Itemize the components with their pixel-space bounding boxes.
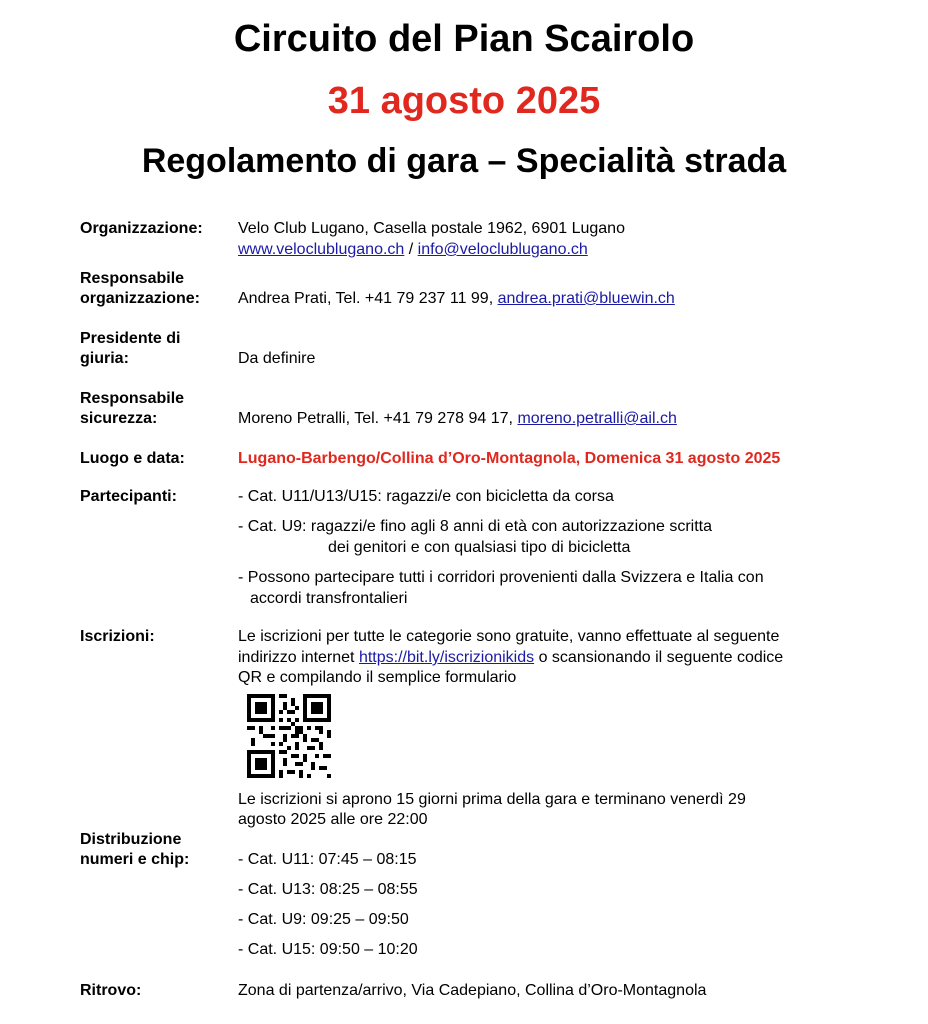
label-distribuzione xyxy=(80,830,189,870)
info-email-link[interactable]: info@veloclublugano.ch xyxy=(417,241,588,258)
iscrizioni-note: agosto 2025 alle ore 22:00 xyxy=(238,811,428,828)
page-subtitle: Regolamento di gara – Specialità strada xyxy=(141,142,787,180)
label-line: Responsabile xyxy=(80,390,185,407)
value-responsabile-sicurezza xyxy=(238,409,677,429)
iscrizioni-text: indirizzo internet xyxy=(238,649,359,666)
moreno-email-link[interactable]: moreno.petralli@ail.ch xyxy=(517,410,677,427)
schedule-item: - Cat. U11: 07:45 – 08:15 xyxy=(238,851,417,868)
label-responsabile-sicurezza xyxy=(80,389,184,429)
value-responsabile-organizzazione xyxy=(238,289,675,309)
partecipanti-item-cont: dei genitori e con qualsiasi tipo di bicicletta xyxy=(328,539,631,556)
label-line: sicurezza: xyxy=(80,410,158,427)
contact-text: Andrea Prati, Tel. +41 79 237 11 99, xyxy=(238,290,498,307)
iscrizioni-text: o scansionando il seguente codice xyxy=(534,649,784,666)
schedule-item: - Cat. U9: 09:25 – 09:50 xyxy=(238,911,409,928)
iscrizioni-text-line2 xyxy=(238,648,783,668)
label-presidente-giuria xyxy=(80,329,180,369)
qr-code[interactable] xyxy=(247,694,331,778)
partecipanti-item: - Cat. U11/U13/U15: ragazzi/e con bicicletta da corsa xyxy=(238,488,614,505)
iscrizioni-text: QR e compilando il semplice formulario xyxy=(238,669,517,686)
website-link[interactable]: www.veloclublugano.ch xyxy=(238,241,405,258)
contact-text: Moreno Petralli, Tel. +41 79 278 94 17, xyxy=(238,410,518,427)
value-organizzazione: Velo Club Lugano, Casella postale 1962, 6901 Lugano xyxy=(238,220,625,237)
page-title: Circuito del Pian Scairolo xyxy=(233,18,695,60)
label-organizzazione: Organizzazione: xyxy=(80,220,203,237)
label-line: giuria: xyxy=(80,350,129,367)
value-ritrovo: Zona di partenza/arrivo, Via Cadepiano, Collina d’Oro-Montagnola xyxy=(238,982,707,999)
registration-link[interactable]: https://bit.ly/iscrizionikids xyxy=(358,649,535,666)
label-line: Presidente di xyxy=(80,330,181,347)
andrea-email-link[interactable]: andrea.prati@bluewin.ch xyxy=(497,290,675,307)
link-separator: / xyxy=(404,241,418,258)
value-luogo-data: Lugano-Barbengo/Collina d’Oro-Montagnola, Domenica 31 agosto 2025 xyxy=(238,450,781,467)
iscrizioni-note: Le iscrizioni si aprono 15 giorni prima della gara e terminano venerdì 29 xyxy=(238,791,746,808)
label-partecipanti: Partecipanti: xyxy=(80,488,177,505)
event-date: 31 agosto 2025 xyxy=(327,80,601,122)
schedule-item: - Cat. U15: 09:50 – 10:20 xyxy=(238,941,418,958)
label-line: numeri e chip: xyxy=(80,851,190,868)
schedule-item: - Cat. U13: 08:25 – 08:55 xyxy=(238,881,418,898)
partecipanti-item-cont: accordi transfrontalieri xyxy=(250,590,408,607)
partecipanti-item: - Possono partecipare tutti i corridori provenienti dalla Svizzera e Italia con xyxy=(238,569,764,586)
label-iscrizioni: Iscrizioni: xyxy=(80,628,155,645)
partecipanti-item: - Cat. U9: ragazzi/e fino agli 8 anni di età con autorizzazione scritta xyxy=(238,518,713,535)
value-presidente-giuria: Da definire xyxy=(238,350,316,367)
label-responsabile-organizzazione xyxy=(80,269,200,309)
label-ritrovo: Ritrovo: xyxy=(80,982,142,999)
label-line: Responsabile xyxy=(80,270,185,287)
label-line: Distribuzione xyxy=(80,831,182,848)
label-line: organizzazione: xyxy=(80,290,201,307)
organizzazione-links xyxy=(238,240,588,260)
iscrizioni-text: Le iscrizioni per tutte le categorie sono gratuite, vanno effettuate al seguente xyxy=(238,628,780,645)
label-luogo-data: Luogo e data: xyxy=(80,450,185,467)
